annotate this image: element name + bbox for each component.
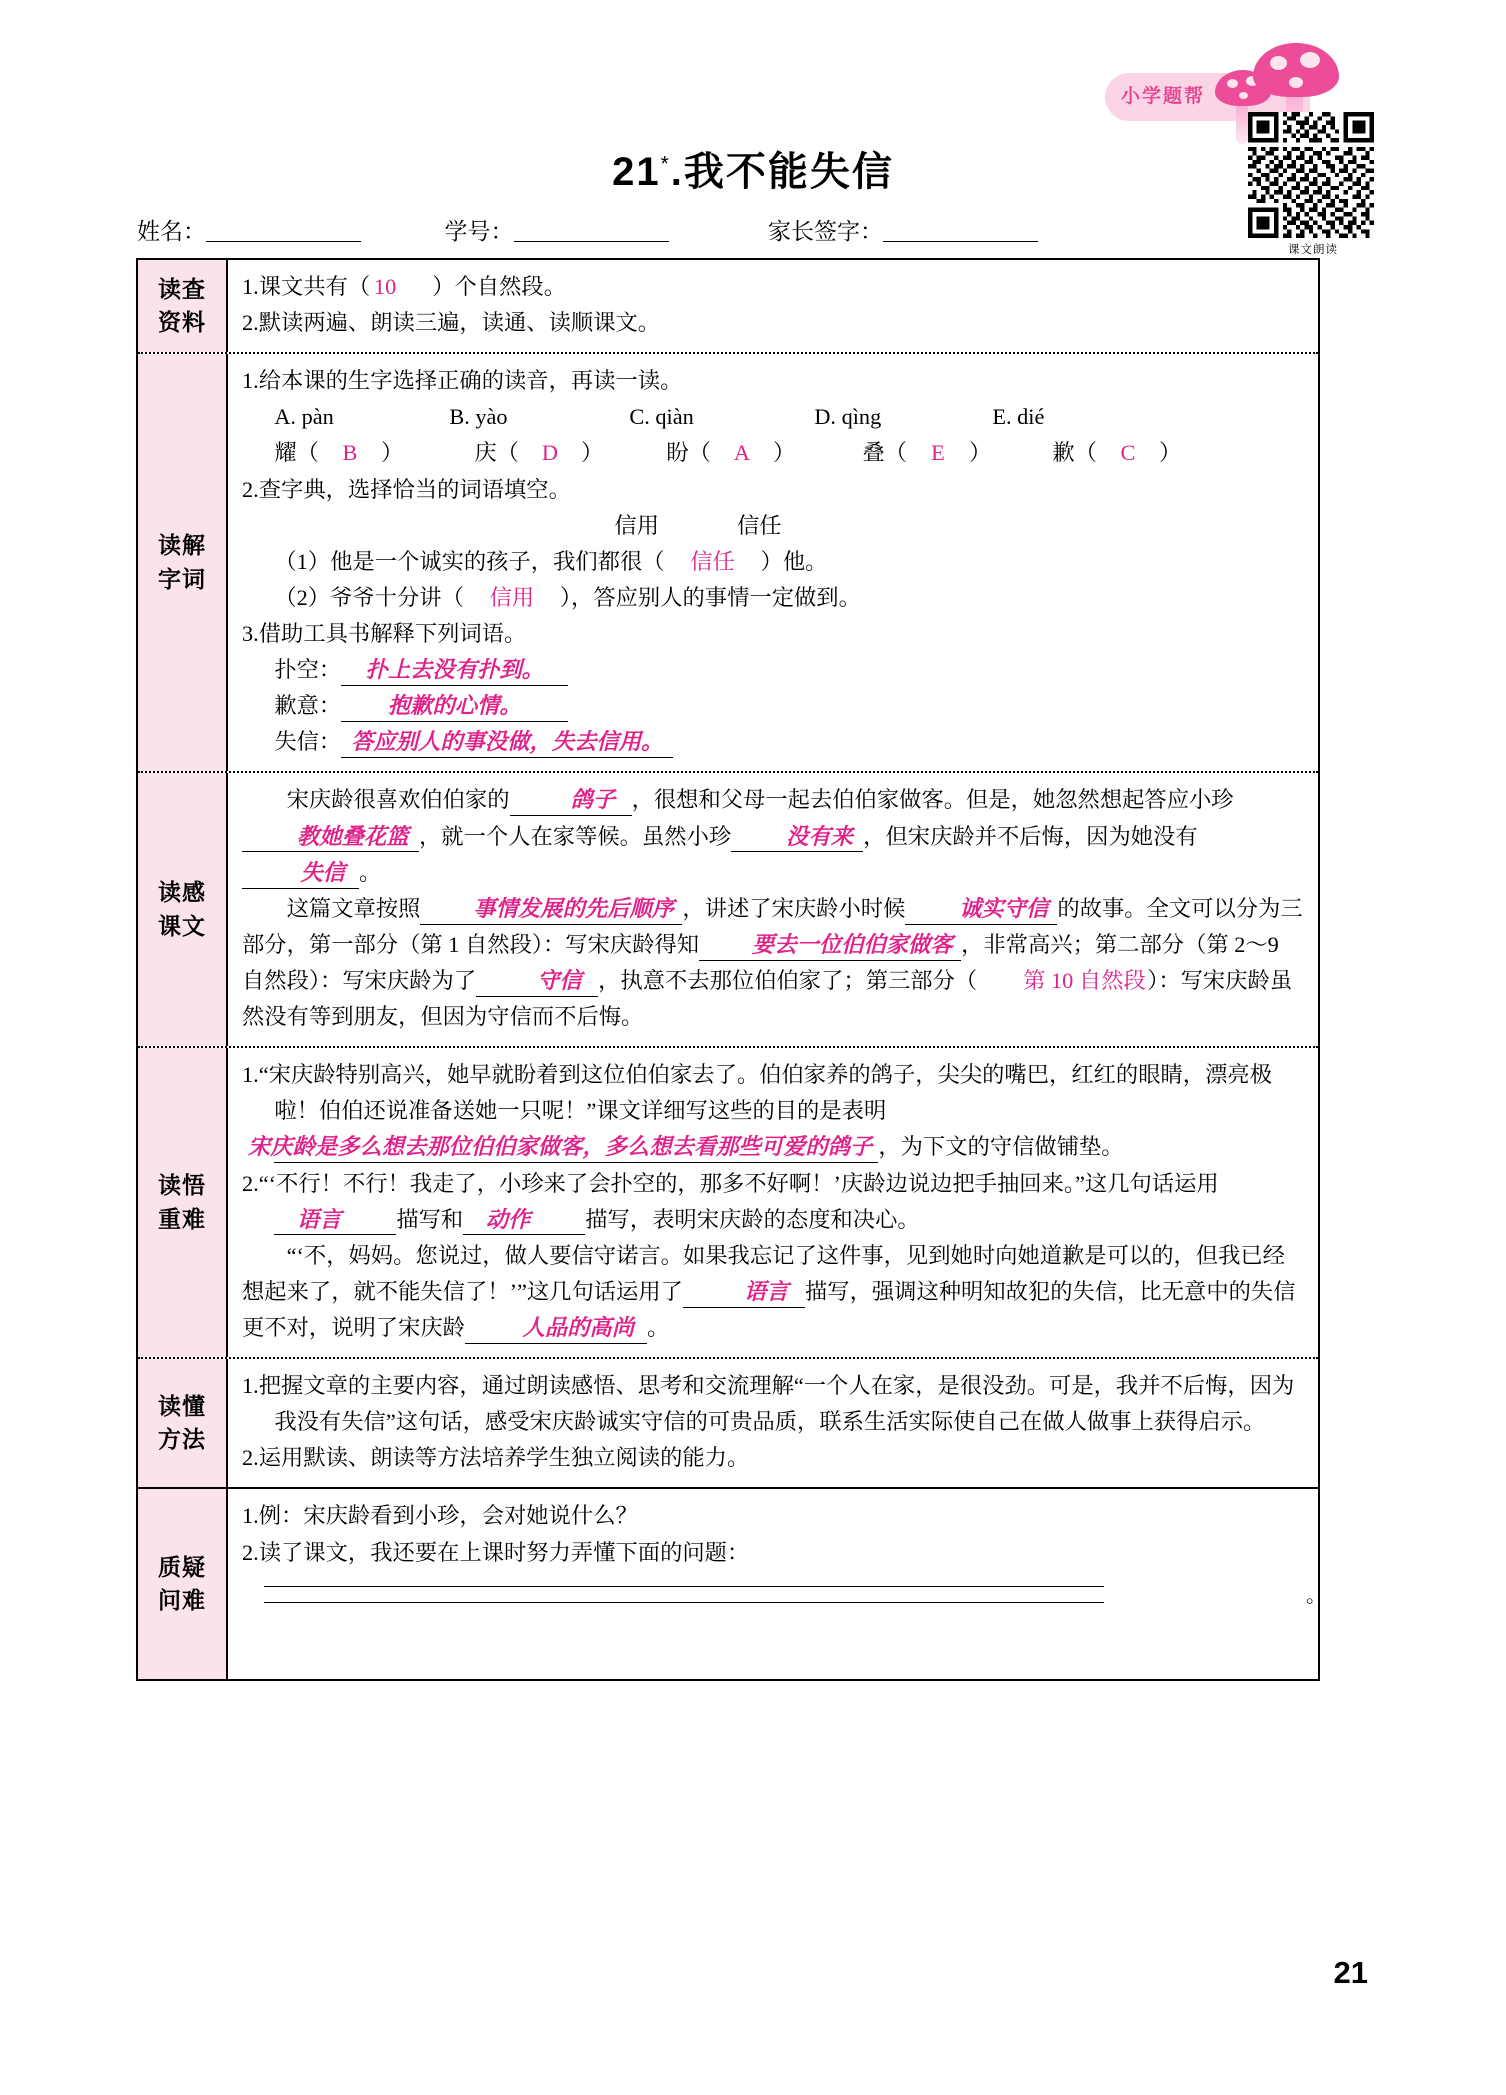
item-number: 3. — [242, 620, 259, 646]
answer-blank[interactable]: 要去一位伯伯家做客 — [699, 931, 961, 961]
question-item — [242, 1057, 1304, 1165]
item-text: 例：宋庆龄看到小珍，会对她说什么？ — [258, 1503, 638, 1529]
category-line-2: 方法 — [158, 1426, 206, 1453]
pinyin-option-c: C. qiàn — [629, 404, 694, 430]
lesson-title: 我不能失信 — [683, 150, 894, 194]
text-run: ）：写宋庆龄虽然没有等到朋友，但因为守信而不后悔。 — [242, 967, 1293, 1030]
pinyin-options-row — [242, 399, 1304, 435]
pinyin-option-a: A. pàn — [274, 404, 334, 430]
answer-blank-2[interactable]: 信用 — [489, 584, 535, 610]
character-answer-row — [242, 435, 1304, 471]
item-text-tail: ，为下文的守信做铺垫。 — [878, 1134, 1124, 1160]
item-text: “宋庆龄特别高兴，她早就盼着到这位伯伯家去了。伯伯家养的鸽子，尖尖的嘴巴，红红的眼睛，漂亮极啦！伯伯还说准备送她一只呢！”课文详细写这些的目的是表明 — [258, 1062, 1272, 1124]
item-text: 运用默读、朗读等方法培养学生独立阅读的能力。 — [258, 1445, 750, 1471]
item-text: 爷爷十分讲（ — [330, 584, 464, 610]
word-bank-item-2: 信任 — [737, 512, 782, 538]
char-label: 庆 — [474, 440, 497, 466]
answer-blank[interactable]: 事情发展的先后顺序 — [420, 895, 682, 925]
question-item — [242, 363, 1304, 399]
item-number: 1. — [242, 1062, 259, 1088]
item-text-tail: ），答应别人的事情一定做到。 — [559, 584, 861, 610]
item-text: 给本课的生字选择正确的读音，再读一读。 — [258, 368, 683, 394]
section-body-key-points — [228, 1048, 1318, 1357]
char-answer[interactable]: B — [342, 440, 358, 466]
answer-blank[interactable]: 宋庆龄是多么想去那位伯伯家做客，多么想去看那些可爱的鸽子 — [274, 1133, 878, 1163]
char-label: 盼 — [666, 440, 689, 466]
answer-blank[interactable]: 第 10 自然段 — [1023, 967, 1146, 993]
category-label-questions — [138, 1489, 228, 1679]
question-item — [242, 305, 1304, 341]
table-row-comprehension — [138, 773, 1318, 1048]
category-label-method — [138, 1359, 228, 1487]
summary-paragraph-1 — [242, 782, 1304, 890]
char-answer-group[interactable]: 歉（ C ） — [1052, 435, 1181, 471]
item-text: 把握文章的主要内容，通过朗读感悟、思考和交流理解“一个人在家，是很没劲。可是，我并不后悔，因为我没有失信”这句话，感受宋庆龄诚实守信的可贵品质，联系生活实际使自己在做人做事上获得启示。 — [258, 1373, 1295, 1435]
category-label-vocabulary — [138, 354, 228, 771]
question-item — [242, 1535, 1304, 1571]
parent-signature-input[interactable] — [883, 221, 1038, 242]
page-title — [0, 140, 1506, 197]
char-answer-group[interactable]: 耀（ B ） — [274, 435, 474, 471]
answer-blank[interactable]: 没有来 — [731, 823, 863, 853]
answer-blank-1[interactable]: 信任 — [690, 548, 735, 574]
item-label: （2） — [274, 584, 331, 610]
fill-blank-item — [242, 580, 1304, 616]
pinyin-option-e: E. dié — [992, 404, 1045, 430]
category-line-2: 问难 — [158, 1587, 206, 1614]
question-item — [242, 1498, 1304, 1534]
answer-blank[interactable]: 守信 — [476, 967, 598, 997]
category-line-1: 读懂 — [158, 1392, 206, 1419]
char-answer[interactable]: A — [733, 440, 750, 466]
item-number: 1. — [242, 1373, 259, 1399]
question-item — [242, 1166, 1304, 1238]
student-id-label: 学号： — [444, 219, 514, 244]
item-text: 默读两遍、朗读三遍，读通、读顺课文。 — [258, 310, 661, 336]
answer-blank[interactable]: 失信 — [242, 859, 359, 889]
char-label: 歉 — [1052, 440, 1075, 466]
definition-answer[interactable]: 抱歉的心情。 — [341, 692, 568, 722]
category-line-1: 读感 — [158, 879, 206, 906]
answer-write-line-2-wrap — [242, 1585, 1326, 1608]
question-item — [242, 616, 1304, 652]
qr-caption: 课文朗读 — [1288, 244, 1338, 256]
summary-paragraph-2 — [242, 891, 1304, 1035]
table-row-questions — [138, 1489, 1326, 1679]
char-answer[interactable]: D — [541, 440, 558, 466]
item-text: 描写和 — [396, 1206, 464, 1232]
category-label-key-points — [138, 1048, 228, 1357]
item-number: 2. — [242, 1539, 259, 1565]
text-run: 的故事。全文可以分为三部分，第一部分（第 1 自然段）：写宋庆龄得知 — [242, 895, 1303, 957]
definition-term: 扑空： — [274, 657, 342, 683]
item-text: “‘不，妈妈。您说过，做人要信守诺言。如果我忘记了这件事，见到她时向她道歉是可以的，但我已经想起来了，就不能失信了！’”这几句话运用了 — [242, 1242, 1285, 1304]
answer-blank[interactable]: 动作 — [463, 1206, 585, 1236]
answer-line-period: 。 — [1306, 1585, 1326, 1608]
answer-blank[interactable]: 诚实守信 — [905, 895, 1057, 925]
item-text: 课文共有（ — [258, 274, 371, 299]
answer-blank[interactable]: 语言 — [274, 1206, 396, 1236]
text-run: ，讲述了宋庆龄小时候 — [682, 895, 906, 921]
fill-blank-item — [242, 544, 1304, 580]
item-number: 2. — [242, 476, 259, 502]
char-label: 叠 — [862, 440, 885, 466]
table-row-reading-check — [138, 260, 1318, 354]
category-line-1: 质疑 — [158, 1554, 206, 1581]
section-body-questions — [228, 1489, 1326, 1679]
item-number: 2. — [242, 310, 259, 336]
category-line-2: 字词 — [158, 565, 206, 592]
question-item — [242, 1440, 1304, 1476]
char-answer-group[interactable]: 庆（ D ） — [474, 435, 666, 471]
question-item — [242, 472, 1304, 508]
text-run: ，执意不去那位伯伯家了；第三部分（ — [598, 967, 978, 993]
item-number: 1. — [242, 274, 259, 299]
section-body-method — [228, 1359, 1318, 1487]
item-number: 2. — [242, 1170, 259, 1196]
char-answer[interactable]: E — [931, 440, 945, 466]
table-row-key-points — [138, 1048, 1318, 1359]
definition-term: 歉意： — [274, 693, 342, 719]
item-label: （1） — [274, 548, 331, 574]
category-line-2: 资料 — [158, 309, 206, 336]
title-separator: . — [670, 150, 684, 194]
definition-entry — [242, 688, 1304, 724]
char-answer-group[interactable]: 叠（ E ） — [862, 435, 1052, 471]
question-item — [242, 1238, 1304, 1346]
text-run: ，就一个人在家等候。虽然小珍 — [419, 823, 732, 849]
item-text: 描写，强调这种明知故犯的失信，比无意中的失信更不对，说明了宋庆龄 — [242, 1278, 1296, 1340]
name-input[interactable] — [206, 221, 361, 242]
text-run: 宋庆龄很喜欢伯伯家的 — [286, 787, 510, 813]
item-text: 借助工具书解释下列词语。 — [258, 620, 527, 646]
table-row-method — [138, 1359, 1318, 1489]
answer-blank[interactable]: 人品的高尚 — [465, 1314, 647, 1344]
parent-signature-label: 家长签字： — [768, 219, 883, 244]
pinyin-option-b: B. yào — [449, 404, 508, 430]
char-answer[interactable]: C — [1120, 440, 1136, 466]
text-run: ，非常高兴；第二部分（第 2～9 自然段）：写宋庆龄为了 — [242, 931, 1279, 993]
text-run: ，但宋庆龄并不后悔，因为她没有 — [863, 823, 1198, 849]
definition-answer[interactable]: 扑上去没有扑到。 — [341, 656, 568, 686]
category-line-2: 重难 — [158, 1205, 206, 1232]
definition-entry — [242, 652, 1304, 688]
item-text-tail: 描写，表明宋庆龄的态度和决心。 — [585, 1206, 920, 1232]
student-id-input[interactable] — [514, 221, 669, 242]
definition-answer[interactable]: 答应别人的事没做，失去信用。 — [341, 728, 673, 758]
char-answer-group[interactable]: 盼（ A ） — [666, 435, 862, 471]
category-line-2: 课文 — [158, 912, 206, 939]
item-text: 查字典，选择恰当的词语填空。 — [258, 476, 571, 502]
category-label-reading-check — [138, 260, 228, 352]
text-run: ，很想和父母一起去伯伯家做客。但是，她忽然想起答应小珍 — [631, 787, 1234, 813]
word-bank — [242, 508, 1304, 544]
category-line-1: 读解 — [158, 532, 206, 559]
answer-paragraph-count[interactable]: 10 — [373, 274, 397, 299]
definition-term: 失信： — [274, 729, 342, 755]
answer-blank[interactable]: 鸽子 — [510, 786, 632, 816]
answer-blank[interactable]: 语言 — [683, 1278, 805, 1308]
item-text: 读了课文，我还要在上课时努力弄懂下面的问题： — [258, 1539, 750, 1565]
section-body-vocabulary — [228, 354, 1318, 771]
item-text: 他是一个诚实的孩子，我们都很（ — [330, 548, 665, 574]
category-label-comprehension — [138, 773, 228, 1046]
answer-write-line-2[interactable] — [264, 1601, 1104, 1603]
word-bank-item-1: 信用 — [614, 512, 659, 538]
banner-label: 小学题帮 — [1121, 86, 1206, 107]
answer-write-line-1[interactable] — [264, 1585, 1104, 1587]
item-number: 2. — [242, 1445, 259, 1471]
item-text-tail: 。 — [646, 1314, 670, 1340]
item-text: “‘不行！不行！我走了，小珍来了会扑空的，那多不好啊！’庆龄边说边把手抽回来。”这几句话运用 — [258, 1170, 1219, 1196]
text-run: 这篇文章按照 — [286, 895, 421, 921]
answer-blank[interactable]: 教她叠花篮 — [242, 823, 419, 853]
question-item — [242, 1368, 1304, 1440]
char-label: 耀 — [274, 440, 297, 466]
lesson-star: * — [660, 152, 671, 176]
section-body-comprehension — [228, 773, 1318, 1046]
question-item — [242, 269, 1304, 305]
table-row-vocabulary — [138, 354, 1318, 773]
item-number: 1. — [242, 1503, 259, 1529]
category-line-1: 读查 — [158, 275, 206, 302]
item-text-tail: ）他。 — [760, 548, 828, 574]
worksheet-table — [136, 258, 1326, 1681]
pinyin-option-d: D. qìng — [814, 404, 882, 430]
category-line-1: 读悟 — [158, 1172, 206, 1199]
name-label: 姓名： — [137, 219, 206, 244]
item-text-tail: ）个自然段。 — [432, 274, 567, 299]
page-number: 21 — [1333, 1955, 1368, 1990]
lesson-number: 21 — [612, 150, 661, 194]
text-run: 。 — [359, 859, 382, 885]
definition-entry — [242, 724, 1304, 760]
item-number: 1. — [242, 368, 259, 394]
section-body-reading-check — [228, 260, 1318, 352]
student-info-row — [137, 213, 1317, 246]
